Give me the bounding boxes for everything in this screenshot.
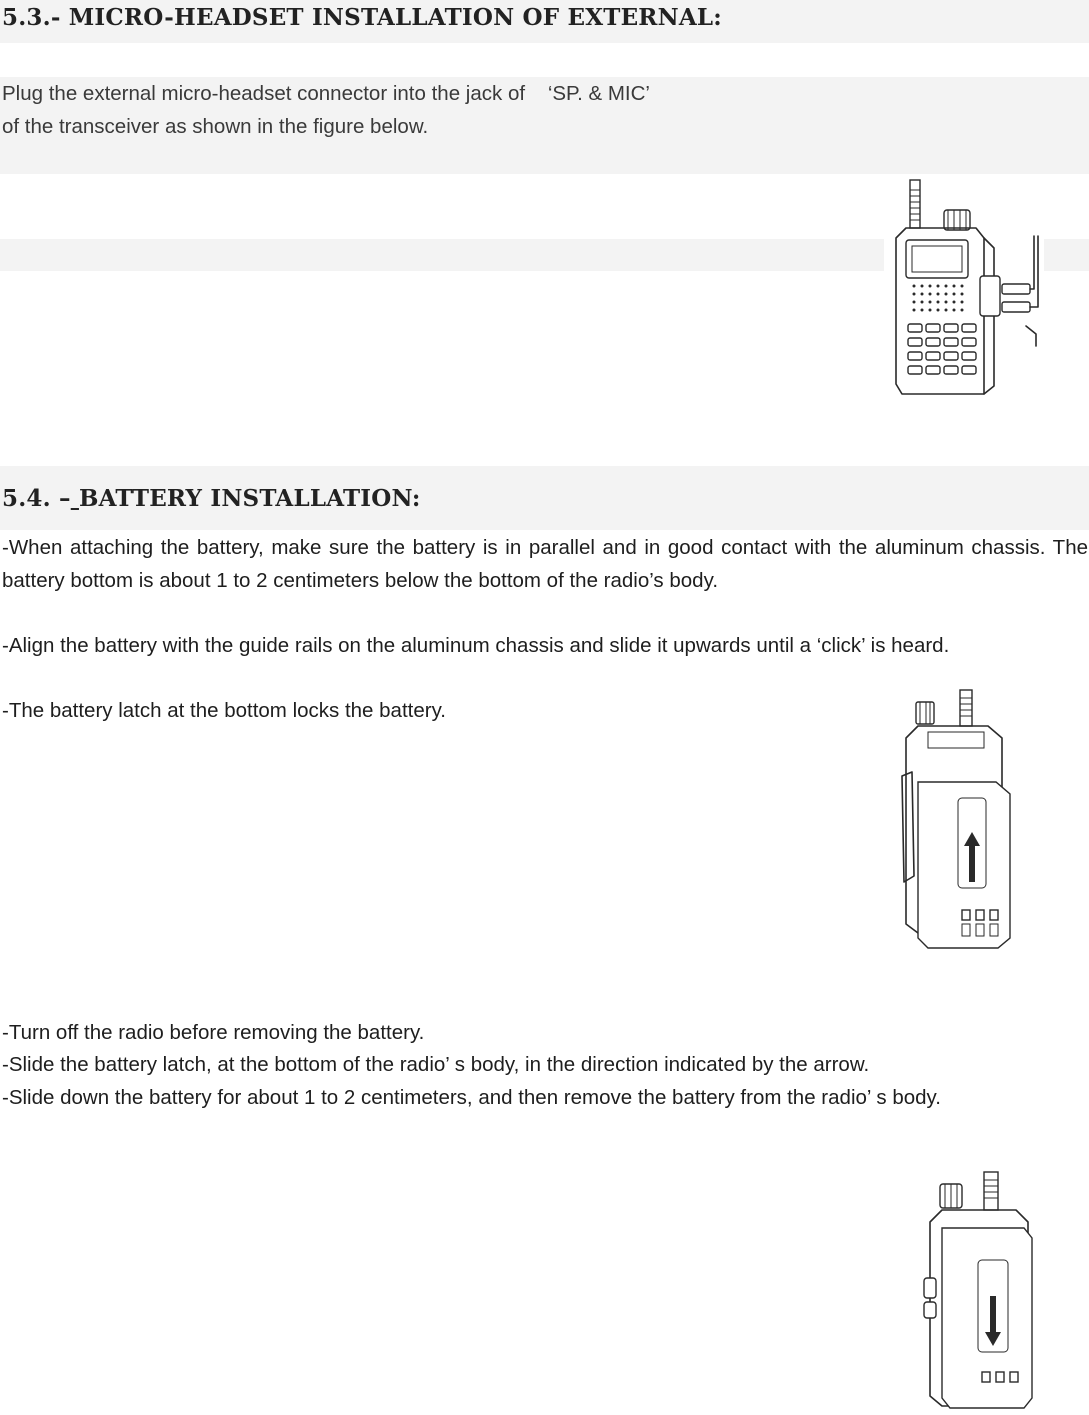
section-54-heading — [2, 485, 421, 512]
radio-headset-illustration — [884, 176, 1044, 404]
remove-line-2: -Slide the battery latch, at the bottom of the radio’ s body, in the direction indicated by the arrow. — [2, 1053, 870, 1076]
battery-remove-illustration — [920, 1170, 1042, 1410]
section-53-heading: 5.3.- MICRO-HEADSET INSTALLATION OF EXTERNAL: — [2, 4, 722, 31]
battery-install-illustration — [898, 686, 1028, 952]
section-53-line-1: Plug the external micro-headset connector into the jack of ‘SP. & MIC’ — [2, 82, 650, 105]
section-53-text — [2, 78, 1088, 143]
remove-paragraph-3: -Slide down the battery for about 1 to 2 centimeters, and then remove the battery from the radio’ s body. — [2, 1086, 941, 1109]
section-54-heading-rest: BATTERY INSTALLATION: — [78, 485, 421, 512]
section-54-heading-prefix: 5.4. – — [2, 485, 71, 512]
battery-align-paragraph: -Align the battery with the guide rails on the aluminum chassis and slide it upwards until a ‘click’ is heard. — [2, 634, 950, 657]
section-54-heading-gap — [71, 485, 79, 512]
remove-line-1: -Turn off the radio before removing the battery. — [2, 1021, 425, 1044]
battery-attach-paragraph: -When attaching the battery, make sure the battery is in parallel and in good contact with the aluminum chassis. The battery bottom is about 1 to 2 centimeters below the bottom of the radio’s body. — [2, 536, 1088, 592]
battery-latch-line: -The battery latch at the bottom locks the battery. — [2, 699, 447, 722]
section-53-line-2: of the transceiver as shown in the figure below. — [2, 114, 429, 138]
